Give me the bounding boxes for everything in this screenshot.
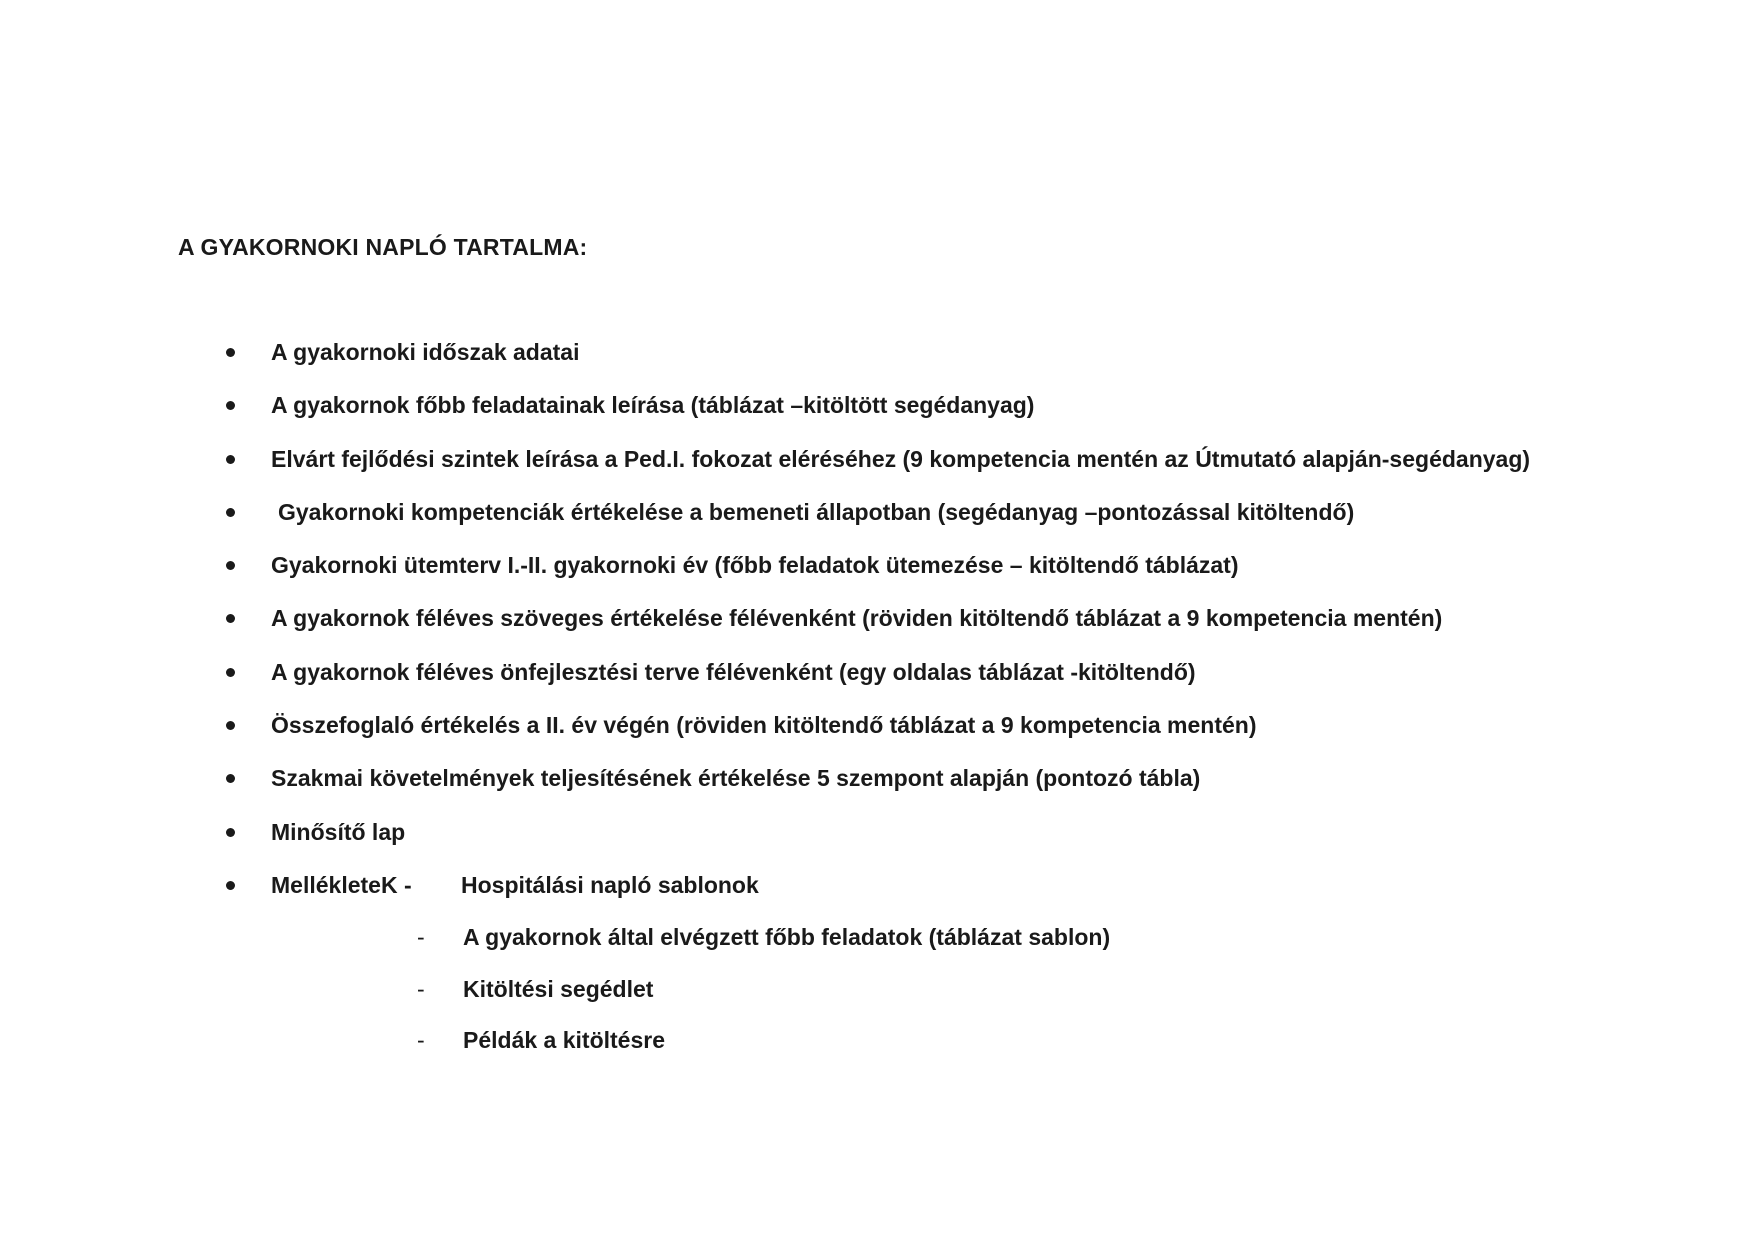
bullet-icon	[226, 774, 235, 783]
bullet-icon	[226, 668, 235, 677]
bullet-icon	[226, 614, 235, 623]
bullet-icon	[226, 401, 235, 410]
list-item-text: A gyakornok főbb feladatainak leírása (táblázat –kitöltött segédanyag)	[271, 392, 1035, 419]
list-item-text: Elvárt fejlődési szintek leírása a Ped.I. fokozat eléréséhez (9 kompetencia mentén az Útmutató alapján-segédanyag)	[271, 445, 1531, 472]
attachments-first-item: Hospitálási napló sablonok	[461, 871, 759, 898]
dash-marker: -	[417, 975, 425, 1002]
bullet-icon	[226, 508, 235, 517]
list-item-text: Összefoglaló értékelés a II. év végén (röviden kitöltendő táblázat a 9 kompetencia mentén)	[271, 712, 1257, 739]
list-item-text: A gyakornok féléves önfejlesztési terve félévenként (egy oldalas táblázat -kitöltendő)	[271, 658, 1196, 685]
list-item-text: Gyakornoki kompetenciák értékelése a bemeneti állapotban (segédanyag –pontozással kitöltendő)	[278, 498, 1355, 525]
list-item-text: Gyakornoki ütemterv I.-II. gyakornoki év (főbb feladatok ütemezése – kitöltendő táblázat)	[271, 552, 1239, 579]
list-item-text: A gyakornoki időszak adatai	[271, 339, 580, 365]
list-item-text: Minősítő lap	[271, 818, 406, 845]
bullet-icon	[226, 881, 235, 890]
dash-marker: -	[417, 924, 425, 950]
attachments-prefix: MellékleteK -	[271, 871, 412, 898]
bullet-icon	[226, 348, 235, 357]
sub-list-item-text: Példák a kitöltésre	[463, 1027, 665, 1053]
bullet-icon	[226, 721, 235, 730]
sub-list-item-text: A gyakornok által elvégzett főbb feladatok (táblázat sablon)	[463, 924, 1111, 950]
attachments-line	[271, 870, 759, 900]
list-item-text: Szakmai követelmények teljesítésének értékelése 5 szempont alapján (pontozó tábla)	[271, 765, 1201, 792]
list-item-text: A gyakornok féléves szöveges értékelése félévenként (röviden kitöltendő táblázat a 9 kompetencia mentén)	[271, 605, 1443, 632]
bullet-icon	[226, 828, 235, 837]
sub-list-item-text: Kitöltési segédlet	[463, 975, 654, 1002]
bullet-icon	[226, 455, 235, 464]
dash-marker: -	[417, 1027, 425, 1053]
page-title: A GYAKORNOKI NAPLÓ TARTALMA:	[178, 234, 588, 260]
bullet-icon	[226, 561, 235, 570]
